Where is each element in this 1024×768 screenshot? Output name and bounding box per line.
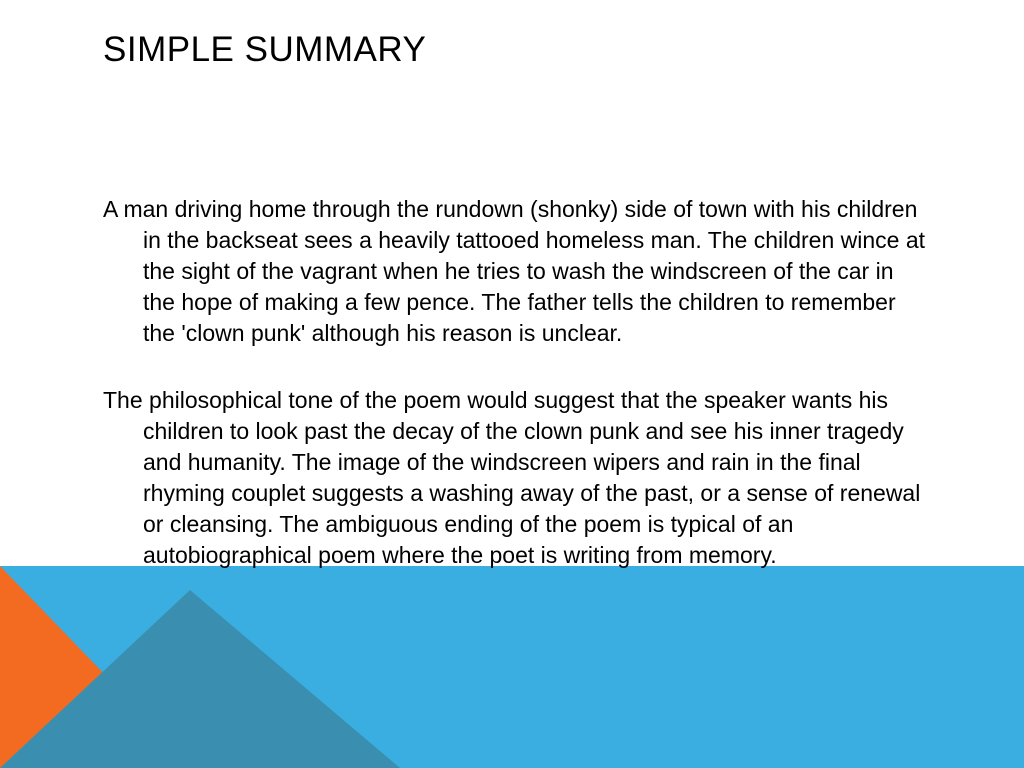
slide-body [103,194,929,607]
summary-paragraph: A man driving home through the rundown (shonky) side of town with his children in the backseat sees a heavily tattooed homeless man. The children wince at the sight of the vagrant when he tries to wash the windscreen of the car in the hope of making a few pence. The father tells the children to remember the 'clown punk' although his reason is unclear. [103,196,926,346]
slide-title: SIMPLE SUMMARY [103,30,427,69]
analysis-paragraph: The philosophical tone of the poem would suggest that the speaker wants his children to look past the decay of the clown punk and see his inner tragedy and humanity. The image of the windscreen wipers and rain in the final rhyming couplet suggests a washing away of the past, or a sense of renewal or cleansing. The ambiguous ending of the poem is typical of an autobiographical poem where the poet is writing from memory. [103,387,921,568]
